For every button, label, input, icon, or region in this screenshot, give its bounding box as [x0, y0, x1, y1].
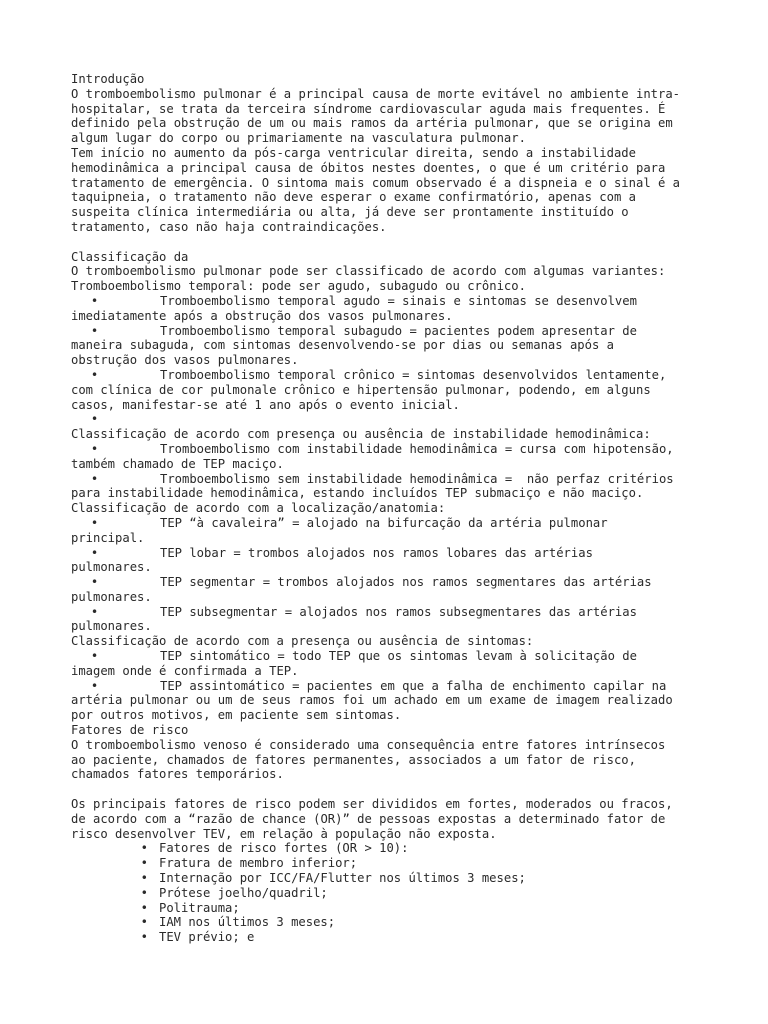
- text-line: imediatamente após a obstrução dos vasos pulmonares.: [71, 308, 453, 323]
- bullet-item: [71, 679, 711, 694]
- bullet-marker: •: [140, 885, 148, 900]
- text-line: definido pela obstrução de um ou mais ramos da artéria pulmonar, que se origina em: [71, 116, 673, 131]
- bullet-marker: •: [90, 293, 99, 308]
- text-line: de acordo com a “razão de chance (OR)” de pessoas expostas a determinado fator de: [71, 811, 666, 826]
- bullet-marker: •: [90, 367, 99, 382]
- text-line: Os principais fatores de risco podem ser divididos em fortes, moderados ou fracos,: [71, 797, 673, 812]
- text-line: suspeita clínica intermediária ou alta, já deve ser prontamente instituído o: [71, 205, 629, 220]
- text-line: imagem onde é confirmada a TEP.: [71, 663, 299, 678]
- text-line: pulmonares.: [71, 619, 152, 634]
- blank-line: [71, 782, 711, 797]
- bullet-item: [71, 368, 711, 383]
- bullet-marker: •: [140, 930, 148, 945]
- text-line: tratamento, caso não haja contraindicações.: [71, 219, 387, 234]
- bullet-item: [71, 915, 711, 930]
- bullet-marker: •: [90, 412, 99, 427]
- bullet-marker: •: [90, 649, 99, 664]
- bullet-item: [71, 575, 711, 590]
- text-line: pulmonares.: [71, 560, 152, 575]
- bullet-marker: •: [90, 471, 99, 486]
- bullet-item: [71, 649, 711, 664]
- text-line: chamados fatores temporários.: [71, 767, 284, 782]
- text-line: hemodinâmica a principal causa de óbitos nestes doentes, o que é um critério para: [71, 160, 666, 175]
- text-line: Classificação de acordo com a presença ou ausência de sintomas:: [71, 634, 534, 649]
- bullet-item: [71, 324, 711, 339]
- text-line: O tromboembolismo pulmonar é a principal causa de morte evitável no ambiente intra-: [71, 86, 681, 101]
- text-line: principal.: [71, 530, 145, 545]
- text-line: Tromboembolismo temporal: pode ser agudo, subagudo ou crônico.: [71, 279, 526, 294]
- bullet-text: TEP segmentar = trombos alojados nos ramos segmentares das artérias: [160, 575, 652, 590]
- bullet-text: IAM nos últimos 3 meses;: [159, 915, 336, 930]
- text-line: risco desenvolver TEV, em relação à população não exposta.: [71, 826, 497, 841]
- bullet-item: [71, 930, 711, 945]
- bullet-item: [71, 605, 711, 620]
- bullet-text: Tromboembolismo sem instabilidade hemodinâmica = não perfaz critérios: [160, 471, 674, 486]
- text-line: Classificação de acordo com presença ou ausência de instabilidade hemodinâmica:: [71, 427, 651, 442]
- blank-line: [71, 235, 711, 250]
- text-line: ao paciente, chamados de fatores permanentes, associados a um fator de risco,: [71, 752, 636, 767]
- bullet-marker: •: [140, 856, 148, 871]
- bullet-item: [71, 901, 711, 916]
- text-line: Classificação de acordo com a localização/anatomia:: [71, 501, 446, 516]
- bullet-marker: •: [140, 915, 148, 930]
- bullet-text: TEV prévio; e: [159, 930, 255, 945]
- bullet-text: TEP “à cavaleira” = alojado na bifurcação da artéria pulmonar: [160, 515, 608, 530]
- bullet-marker: •: [90, 323, 99, 338]
- bullet-marker: •: [140, 841, 148, 856]
- bullet-item: [71, 442, 711, 457]
- bullet-item: [71, 546, 711, 561]
- bullet-marker: •: [90, 604, 99, 619]
- bullet-text: Prótese joelho/quadril;: [159, 885, 328, 900]
- bullet-text: Tromboembolismo temporal crônico = sintomas desenvolvidos lentamente,: [160, 367, 667, 382]
- bullet-text: TEP assintomático = pacientes em que a falha de enchimento capilar na: [160, 678, 667, 693]
- text-line: taquipneia, o tratamento não deve esperar o exame confirmatório, apenas com a: [71, 190, 636, 205]
- bullet-marker: •: [140, 900, 148, 915]
- bullet-text: Fratura de membro inferior;: [159, 856, 358, 871]
- bullet-text: TEP sintomático = todo TEP que os sintomas levam à solicitação de: [160, 649, 637, 664]
- text-line: artéria pulmonar ou um de seus ramos foi um achado em um exame de imagem realizado: [71, 693, 673, 708]
- text-line: para instabilidade hemodinâmica, estando incluídos TEP submaciço e não maciço.: [71, 486, 644, 501]
- document-body: [71, 72, 711, 945]
- bullet-text: Politrauma;: [159, 900, 240, 915]
- bullet-marker: •: [90, 545, 99, 560]
- text-line: tratamento de emergência. O sintoma mais comum observado é a dispneia e o sinal é a: [71, 175, 681, 190]
- bullet-text: Tromboembolismo temporal subagudo = pacientes podem apresentar de: [160, 323, 637, 338]
- bullet-marker: •: [90, 441, 99, 456]
- text-line: também chamado de TEP maciço.: [71, 456, 284, 471]
- text-line: O tromboembolismo pulmonar pode ser classificado de acordo com algumas variantes:: [71, 264, 666, 279]
- text-line: com clínica de cor pulmonale crônico e hipertensão pulmonar, podendo, em alguns: [71, 382, 651, 397]
- bullet-item: [71, 294, 711, 309]
- text-line: Fatores de risco: [71, 723, 189, 738]
- bullet-marker: •: [90, 678, 99, 693]
- bullet-item: [71, 886, 711, 901]
- bullet-marker: •: [140, 871, 148, 886]
- text-line: hospitalar, se trata da terceira síndrome cardiovascular aguda mais frequentes. É: [71, 101, 666, 116]
- bullet-item: [71, 856, 711, 871]
- text-line: Introdução: [71, 72, 145, 86]
- text-line: O tromboembolismo venoso é considerado uma consequência entre fatores intrínsecos: [71, 737, 666, 752]
- text-line: pulmonares.: [71, 589, 152, 604]
- bullet-text: Tromboembolismo temporal agudo = sinais e sintomas se desenvolvem: [160, 293, 637, 308]
- bullet-text: Internação por ICC/FA/Flutter nos últimos 3 meses;: [159, 871, 526, 886]
- bullet-item: [71, 516, 711, 531]
- text-line: algum lugar do corpo ou primariamente na vasculatura pulmonar.: [71, 131, 526, 146]
- text-line: casos, manifestar-se até 1 ano após o evento inicial.: [71, 397, 460, 412]
- bullet-item: [71, 841, 711, 856]
- text-line: maneira subaguda, com sintomas desenvolvendo-se por dias ou semanas após a: [71, 338, 614, 353]
- text-line: por outros motivos, em paciente sem sintomas.: [71, 708, 402, 723]
- text-line: Tem início no aumento da pós-carga ventricular direita, sendo a instabilidade: [71, 145, 636, 160]
- text-line: Classificação da: [71, 249, 189, 264]
- bullet-marker: •: [90, 575, 99, 590]
- text-line: obstrução dos vasos pulmonares.: [71, 353, 299, 368]
- bullet-text: TEP subsegmentar = alojados nos ramos subsegmentares das artérias: [160, 604, 637, 619]
- bullet-text: TEP lobar = trombos alojados nos ramos lobares das artérias: [160, 545, 593, 560]
- bullet-text: Fatores de risco fortes (OR > 10):: [159, 841, 409, 856]
- bullet-item: [71, 871, 711, 886]
- bullet-text: Tromboembolismo com instabilidade hemodinâmica = cursa com hipotensão,: [160, 441, 674, 456]
- bullet-marker: •: [90, 515, 99, 530]
- bullet-item: [71, 412, 711, 427]
- bullet-item: [71, 472, 711, 487]
